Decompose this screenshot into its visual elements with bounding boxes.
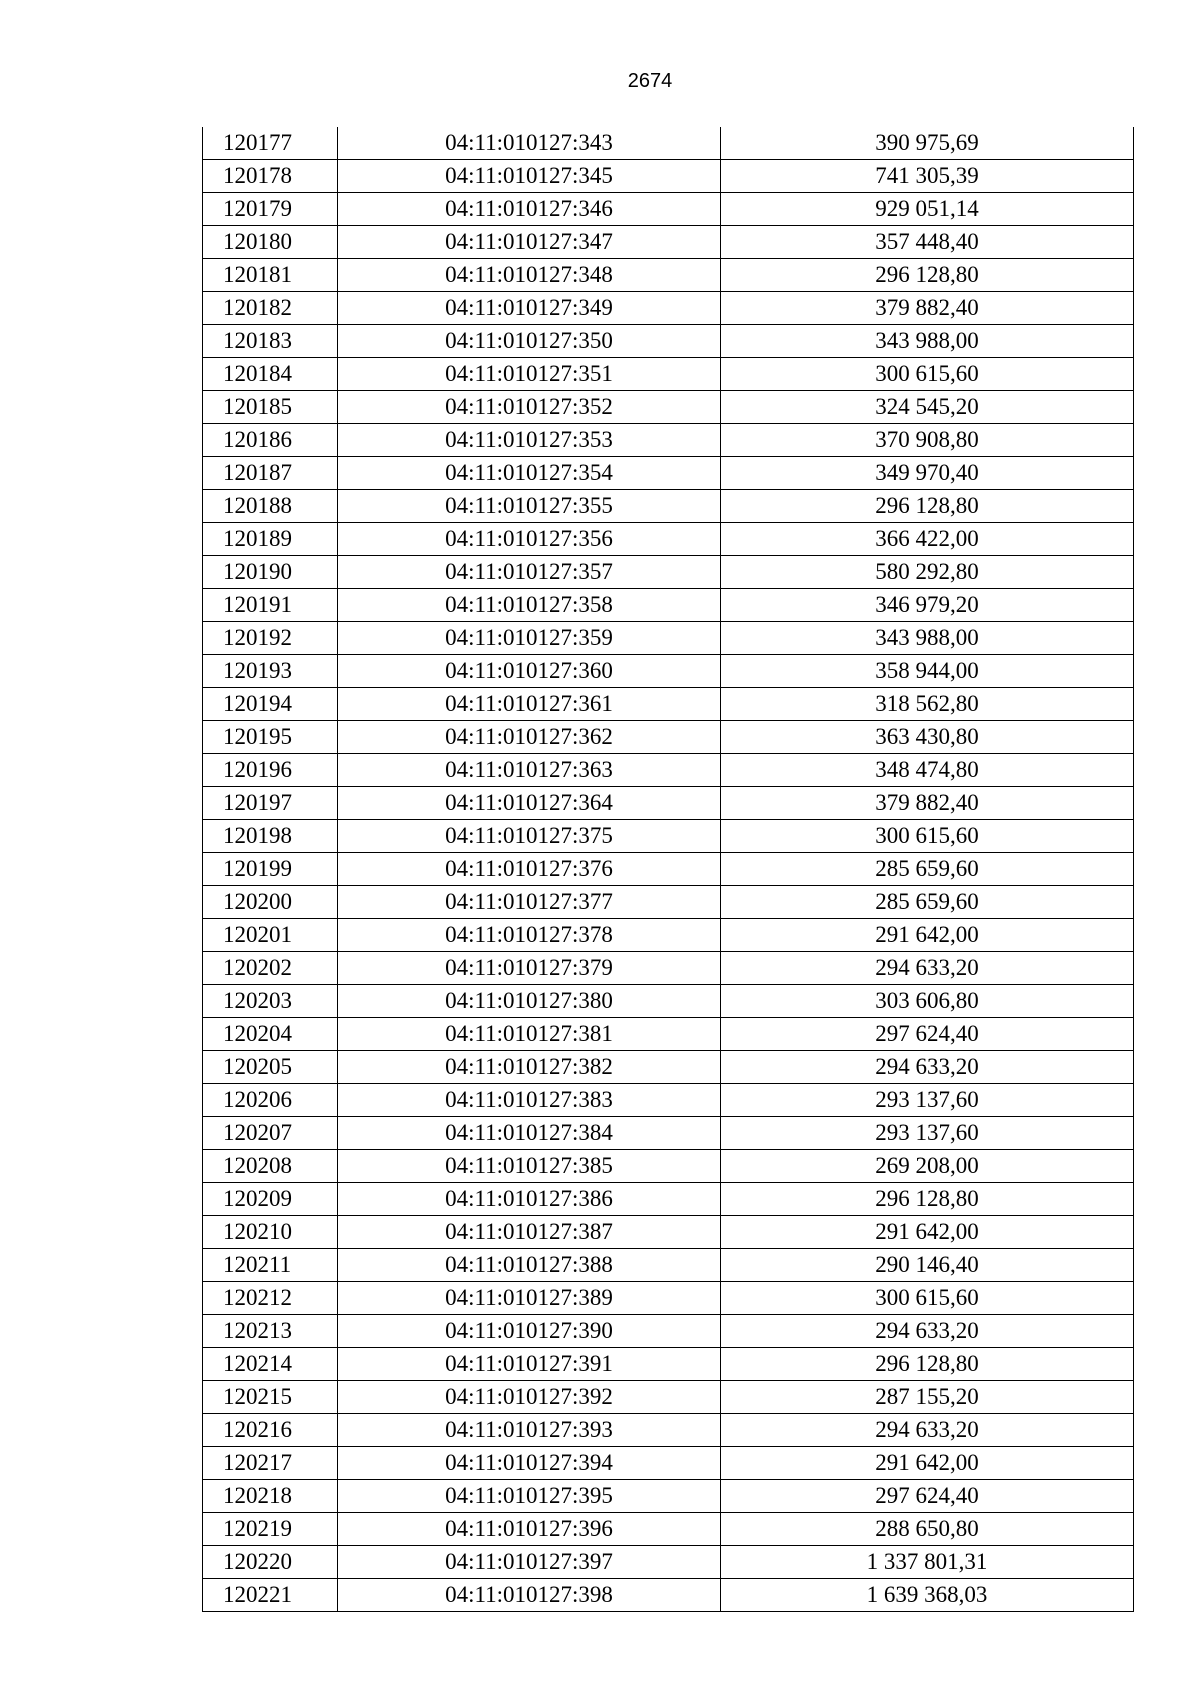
table-row (203, 490, 1134, 523)
row-number-cell: 120190 (203, 556, 338, 589)
table-row (203, 919, 1134, 952)
row-number-cell: 120193 (203, 655, 338, 688)
cadastral-number-cell: 04:11:010127:389 (338, 1282, 721, 1315)
cadastral-value-cell: 300 615,60 (721, 358, 1134, 391)
row-number-cell: 120215 (203, 1381, 338, 1414)
row-number-cell: 120192 (203, 622, 338, 655)
table-row (203, 1579, 1134, 1612)
table-row (203, 457, 1134, 490)
table-row (203, 1183, 1134, 1216)
row-number-cell: 120196 (203, 754, 338, 787)
cadastral-value-cell: 294 633,20 (721, 1315, 1134, 1348)
row-number-cell: 120191 (203, 589, 338, 622)
table-row (203, 1447, 1134, 1480)
table-row (203, 589, 1134, 622)
cadastral-value-cell: 303 606,80 (721, 985, 1134, 1018)
cadastral-number-cell: 04:11:010127:381 (338, 1018, 721, 1051)
row-number-cell: 120201 (203, 919, 338, 952)
cadastral-number-cell: 04:11:010127:346 (338, 193, 721, 226)
cadastral-value-cell: 363 430,80 (721, 721, 1134, 754)
table-row (203, 325, 1134, 358)
table-row (203, 886, 1134, 919)
row-number-cell: 120198 (203, 820, 338, 853)
cadastral-number-cell: 04:11:010127:383 (338, 1084, 721, 1117)
cadastral-value-cell: 296 128,80 (721, 259, 1134, 292)
cadastral-number-cell: 04:11:010127:379 (338, 952, 721, 985)
cadastral-value-cell: 741 305,39 (721, 160, 1134, 193)
row-number-cell: 120181 (203, 259, 338, 292)
cadastral-number-cell: 04:11:010127:349 (338, 292, 721, 325)
table-row (203, 424, 1134, 457)
table-row (203, 1414, 1134, 1447)
cadastral-value-cell: 285 659,60 (721, 886, 1134, 919)
cadastral-value-cell: 379 882,40 (721, 787, 1134, 820)
table-row (203, 160, 1134, 193)
cadastral-number-cell: 04:11:010127:358 (338, 589, 721, 622)
cadastral-number-cell: 04:11:010127:376 (338, 853, 721, 886)
row-number-cell: 120208 (203, 1150, 338, 1183)
cadastral-number-cell: 04:11:010127:395 (338, 1480, 721, 1513)
cadastral-value-table (202, 127, 1134, 1612)
table-row (203, 1150, 1134, 1183)
cadastral-number-cell: 04:11:010127:355 (338, 490, 721, 523)
table-row (203, 655, 1134, 688)
cadastral-value-cell: 296 128,80 (721, 1348, 1134, 1381)
table-row (203, 556, 1134, 589)
row-number-cell: 120204 (203, 1018, 338, 1051)
table-row (203, 1480, 1134, 1513)
cadastral-number-cell: 04:11:010127:382 (338, 1051, 721, 1084)
table-row (203, 820, 1134, 853)
row-number-cell: 120200 (203, 886, 338, 919)
cadastral-number-cell: 04:11:010127:364 (338, 787, 721, 820)
table-row (203, 1084, 1134, 1117)
row-number-cell: 120217 (203, 1447, 338, 1480)
cadastral-value-cell: 294 633,20 (721, 952, 1134, 985)
cadastral-number-cell: 04:11:010127:398 (338, 1579, 721, 1612)
table-row (203, 1051, 1134, 1084)
row-number-cell: 120177 (203, 127, 338, 160)
cadastral-number-cell: 04:11:010127:362 (338, 721, 721, 754)
table-row (203, 985, 1134, 1018)
row-number-cell: 120214 (203, 1348, 338, 1381)
table-row (203, 259, 1134, 292)
table-row (203, 226, 1134, 259)
row-number-cell: 120213 (203, 1315, 338, 1348)
row-number-cell: 120219 (203, 1513, 338, 1546)
table-row (203, 1018, 1134, 1051)
row-number-cell: 120209 (203, 1183, 338, 1216)
table-row (203, 1282, 1134, 1315)
cadastral-value-cell: 343 988,00 (721, 325, 1134, 358)
cadastral-value-cell: 294 633,20 (721, 1414, 1134, 1447)
cadastral-number-cell: 04:11:010127:392 (338, 1381, 721, 1414)
cadastral-number-cell: 04:11:010127:348 (338, 259, 721, 292)
cadastral-number-cell: 04:11:010127:394 (338, 1447, 721, 1480)
table-row (203, 952, 1134, 985)
row-number-cell: 120189 (203, 523, 338, 556)
table-row (203, 787, 1134, 820)
cadastral-value-cell: 293 137,60 (721, 1117, 1134, 1150)
cadastral-number-cell: 04:11:010127:352 (338, 391, 721, 424)
row-number-cell: 120187 (203, 457, 338, 490)
cadastral-number-cell: 04:11:010127:397 (338, 1546, 721, 1579)
row-number-cell: 120185 (203, 391, 338, 424)
table-row (203, 721, 1134, 754)
table-row (203, 688, 1134, 721)
row-number-cell: 120216 (203, 1414, 338, 1447)
cadastral-number-cell: 04:11:010127:356 (338, 523, 721, 556)
cadastral-number-cell: 04:11:010127:387 (338, 1216, 721, 1249)
table-row (203, 523, 1134, 556)
row-number-cell: 120199 (203, 853, 338, 886)
table-row (203, 193, 1134, 226)
cadastral-number-cell: 04:11:010127:378 (338, 919, 721, 952)
cadastral-value-cell: 291 642,00 (721, 1216, 1134, 1249)
cadastral-value-cell: 1 337 801,31 (721, 1546, 1134, 1579)
table-row (203, 127, 1134, 160)
page-number: 2674 (627, 70, 673, 92)
table-row (203, 1117, 1134, 1150)
cadastral-value-cell: 287 155,20 (721, 1381, 1134, 1414)
cadastral-value-cell: 297 624,40 (721, 1480, 1134, 1513)
row-number-cell: 120207 (203, 1117, 338, 1150)
table-row (203, 1315, 1134, 1348)
row-number-cell: 120183 (203, 325, 338, 358)
cadastral-value-cell: 346 979,20 (721, 589, 1134, 622)
row-number-cell: 120220 (203, 1546, 338, 1579)
cadastral-number-cell: 04:11:010127:354 (338, 457, 721, 490)
cadastral-value-cell: 300 615,60 (721, 820, 1134, 853)
row-number-cell: 120210 (203, 1216, 338, 1249)
cadastral-number-cell: 04:11:010127:388 (338, 1249, 721, 1282)
row-number-cell: 120195 (203, 721, 338, 754)
cadastral-value-cell: 288 650,80 (721, 1513, 1134, 1546)
row-number-cell: 120194 (203, 688, 338, 721)
cadastral-number-cell: 04:11:010127:351 (338, 358, 721, 391)
cadastral-value-cell: 285 659,60 (721, 853, 1134, 886)
row-number-cell: 120202 (203, 952, 338, 985)
cadastral-number-cell: 04:11:010127:375 (338, 820, 721, 853)
cadastral-number-cell: 04:11:010127:391 (338, 1348, 721, 1381)
row-number-cell: 120186 (203, 424, 338, 457)
cadastral-number-cell: 04:11:010127:393 (338, 1414, 721, 1447)
row-number-cell: 120180 (203, 226, 338, 259)
table-row (203, 1216, 1134, 1249)
cadastral-number-cell: 04:11:010127:353 (338, 424, 721, 457)
cadastral-value-cell: 290 146,40 (721, 1249, 1134, 1282)
table-row (203, 1348, 1134, 1381)
cadastral-value-cell: 1 639 368,03 (721, 1579, 1134, 1612)
cadastral-value-cell: 379 882,40 (721, 292, 1134, 325)
row-number-cell: 120184 (203, 358, 338, 391)
cadastral-number-cell: 04:11:010127:345 (338, 160, 721, 193)
cadastral-number-cell: 04:11:010127:396 (338, 1513, 721, 1546)
row-number-cell: 120197 (203, 787, 338, 820)
cadastral-value-cell: 929 051,14 (721, 193, 1134, 226)
cadastral-value-cell: 357 448,40 (721, 226, 1134, 259)
cadastral-number-cell: 04:11:010127:380 (338, 985, 721, 1018)
row-number-cell: 120178 (203, 160, 338, 193)
cadastral-value-cell: 349 970,40 (721, 457, 1134, 490)
table-row (203, 391, 1134, 424)
cadastral-number-cell: 04:11:010127:363 (338, 754, 721, 787)
row-number-cell: 120179 (203, 193, 338, 226)
cadastral-value-cell: 269 208,00 (721, 1150, 1134, 1183)
cadastral-value-cell: 390 975,69 (721, 127, 1134, 160)
table-row (203, 622, 1134, 655)
cadastral-number-cell: 04:11:010127:343 (338, 127, 721, 160)
row-number-cell: 120218 (203, 1480, 338, 1513)
table-row (203, 754, 1134, 787)
cadastral-number-cell: 04:11:010127:390 (338, 1315, 721, 1348)
cadastral-number-cell: 04:11:010127:377 (338, 886, 721, 919)
cadastral-number-cell: 04:11:010127:361 (338, 688, 721, 721)
table-row (203, 292, 1134, 325)
cadastral-value-cell: 370 908,80 (721, 424, 1134, 457)
cadastral-value-cell: 291 642,00 (721, 1447, 1134, 1480)
cadastral-value-cell: 300 615,60 (721, 1282, 1134, 1315)
table-row (203, 853, 1134, 886)
row-number-cell: 120188 (203, 490, 338, 523)
cadastral-number-cell: 04:11:010127:350 (338, 325, 721, 358)
cadastral-value-cell: 580 292,80 (721, 556, 1134, 589)
row-number-cell: 120206 (203, 1084, 338, 1117)
cadastral-number-cell: 04:11:010127:385 (338, 1150, 721, 1183)
cadastral-value-cell: 296 128,80 (721, 1183, 1134, 1216)
table-row (203, 1249, 1134, 1282)
cadastral-number-cell: 04:11:010127:359 (338, 622, 721, 655)
cadastral-value-cell: 324 545,20 (721, 391, 1134, 424)
cadastral-value-cell: 297 624,40 (721, 1018, 1134, 1051)
table-row (203, 1381, 1134, 1414)
cadastral-number-cell: 04:11:010127:384 (338, 1117, 721, 1150)
cadastral-number-cell: 04:11:010127:347 (338, 226, 721, 259)
row-number-cell: 120205 (203, 1051, 338, 1084)
row-number-cell: 120211 (203, 1249, 338, 1282)
cadastral-number-cell: 04:11:010127:360 (338, 655, 721, 688)
cadastral-value-cell: 348 474,80 (721, 754, 1134, 787)
cadastral-value-cell: 296 128,80 (721, 490, 1134, 523)
cadastral-value-cell: 291 642,00 (721, 919, 1134, 952)
row-number-cell: 120203 (203, 985, 338, 1018)
table-body (203, 127, 1134, 1612)
cadastral-value-cell: 293 137,60 (721, 1084, 1134, 1117)
cadastral-number-cell: 04:11:010127:386 (338, 1183, 721, 1216)
table-row (203, 1546, 1134, 1579)
table-row (203, 1513, 1134, 1546)
table-row (203, 358, 1134, 391)
row-number-cell: 120221 (203, 1579, 338, 1612)
cadastral-value-cell: 358 944,00 (721, 655, 1134, 688)
cadastral-value-cell: 366 422,00 (721, 523, 1134, 556)
row-number-cell: 120182 (203, 292, 338, 325)
cadastral-number-cell: 04:11:010127:357 (338, 556, 721, 589)
cadastral-value-cell: 343 988,00 (721, 622, 1134, 655)
cadastral-value-cell: 294 633,20 (721, 1051, 1134, 1084)
row-number-cell: 120212 (203, 1282, 338, 1315)
cadastral-value-cell: 318 562,80 (721, 688, 1134, 721)
